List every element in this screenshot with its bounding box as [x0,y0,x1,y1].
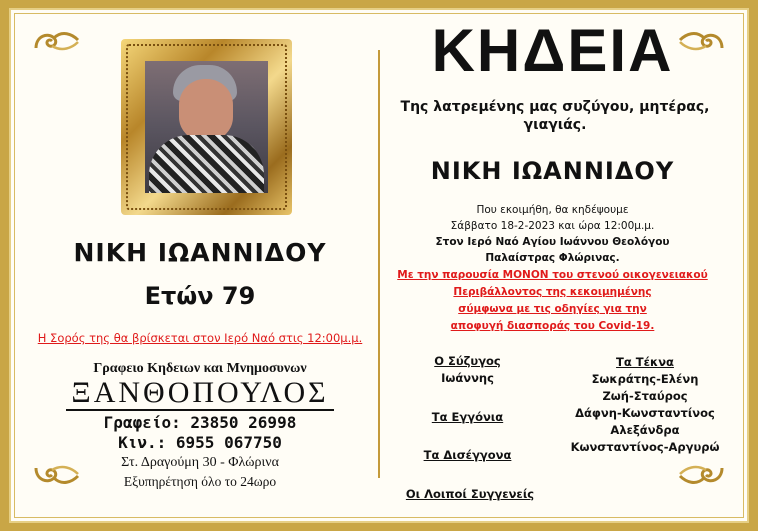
mobile-phone: Κιν.: 6955 067750 [118,433,282,452]
brand-underline [66,409,334,411]
spouse-title: Ο Σύζυγος [434,354,501,368]
info-line: Σάββατο 18-2-2023 και ώρα 12:00μ.μ. [450,220,655,232]
spouse-block [400,354,535,385]
grandchildren-title: Τα Εγγόνια [431,410,504,424]
other-relatives-title: Οι Λοιποί Συγγενείς [405,487,535,501]
deceased-name-right: ΝΙΚΗ ΙΩΑΝΝΙΔΟΥ [430,157,675,185]
child-name: Σωκράτης-Ελένη [591,372,699,386]
great-grandchildren-block [395,448,540,462]
scroll-ornament-icon [32,28,82,54]
service-hours: Εξυπηρέτηση όλο το 24ωρο [123,474,277,489]
portrait-photo [145,61,268,193]
scroll-ornament-icon [676,462,726,488]
covid-line: Περιβάλλοντος της κεκοιμημένης [453,286,652,298]
great-grandchildren-title: Τα Δισέγγονα [423,448,512,462]
children-block [565,354,725,456]
covid-line: αποφυγή διασποράς του Covid-19. [450,320,655,332]
photo-frame [121,39,292,215]
funeral-home-brand: ΞΑΝΘΟΠΟΥΛΟΣ [71,376,329,409]
funeral-home-address: Στ. Δραγούμη 30 - Φλώρινα [121,455,279,470]
covid-line: σύμφωνα με τις οδηγίες για την [458,303,647,315]
info-line: Στον Ιερό Ναό Αγίου Ιωάννου Θεολόγου [435,236,670,248]
spouse-name: Ιωάννης [441,371,494,385]
subtitle-line: γιαγιάς. [523,117,587,133]
subtitle-line: Της λατρεμένης μας συζύγου, μητέρας, [400,99,710,115]
funeral-office-label: Γραφειο Κηδειων και Μνημοσυνων [93,361,307,376]
children-title: Τα Τέκνα [616,355,674,369]
child-name: Κωνσταντίνος-Αργυρώ [570,440,720,454]
casket-note: Η Σορός της θα βρίσκεται στον Ιερό Ναό στις 12:00μ.μ. [37,331,363,345]
grandchildren-block [400,410,535,424]
child-name: Αλεξάνδρα [610,423,680,437]
notice-heading: ΚΗΔΕΙΑ [431,17,674,84]
info-line: Παλαίστρας Φλώρινας. [485,252,620,264]
deceased-name-left: ΝΙΚΗ ΙΩΑΝΝΙΔΟΥ [73,238,327,267]
covid-line: Με την παρουσία ΜΟΝΟΝ του στενού οικογενειακού [397,269,708,281]
other-relatives-block [390,487,550,501]
notice-subtitle [395,98,715,134]
info-line: Που εκοιμήθη, θα κηδέψουμε [476,204,629,216]
deceased-age: Ετών 79 [144,282,256,310]
office-phone: Γραφείο: 23850 26998 [103,413,297,432]
child-name: Ζωή-Σταύρος [602,389,688,403]
child-name: Δάφνη-Κωνσταντίνος [575,406,715,420]
